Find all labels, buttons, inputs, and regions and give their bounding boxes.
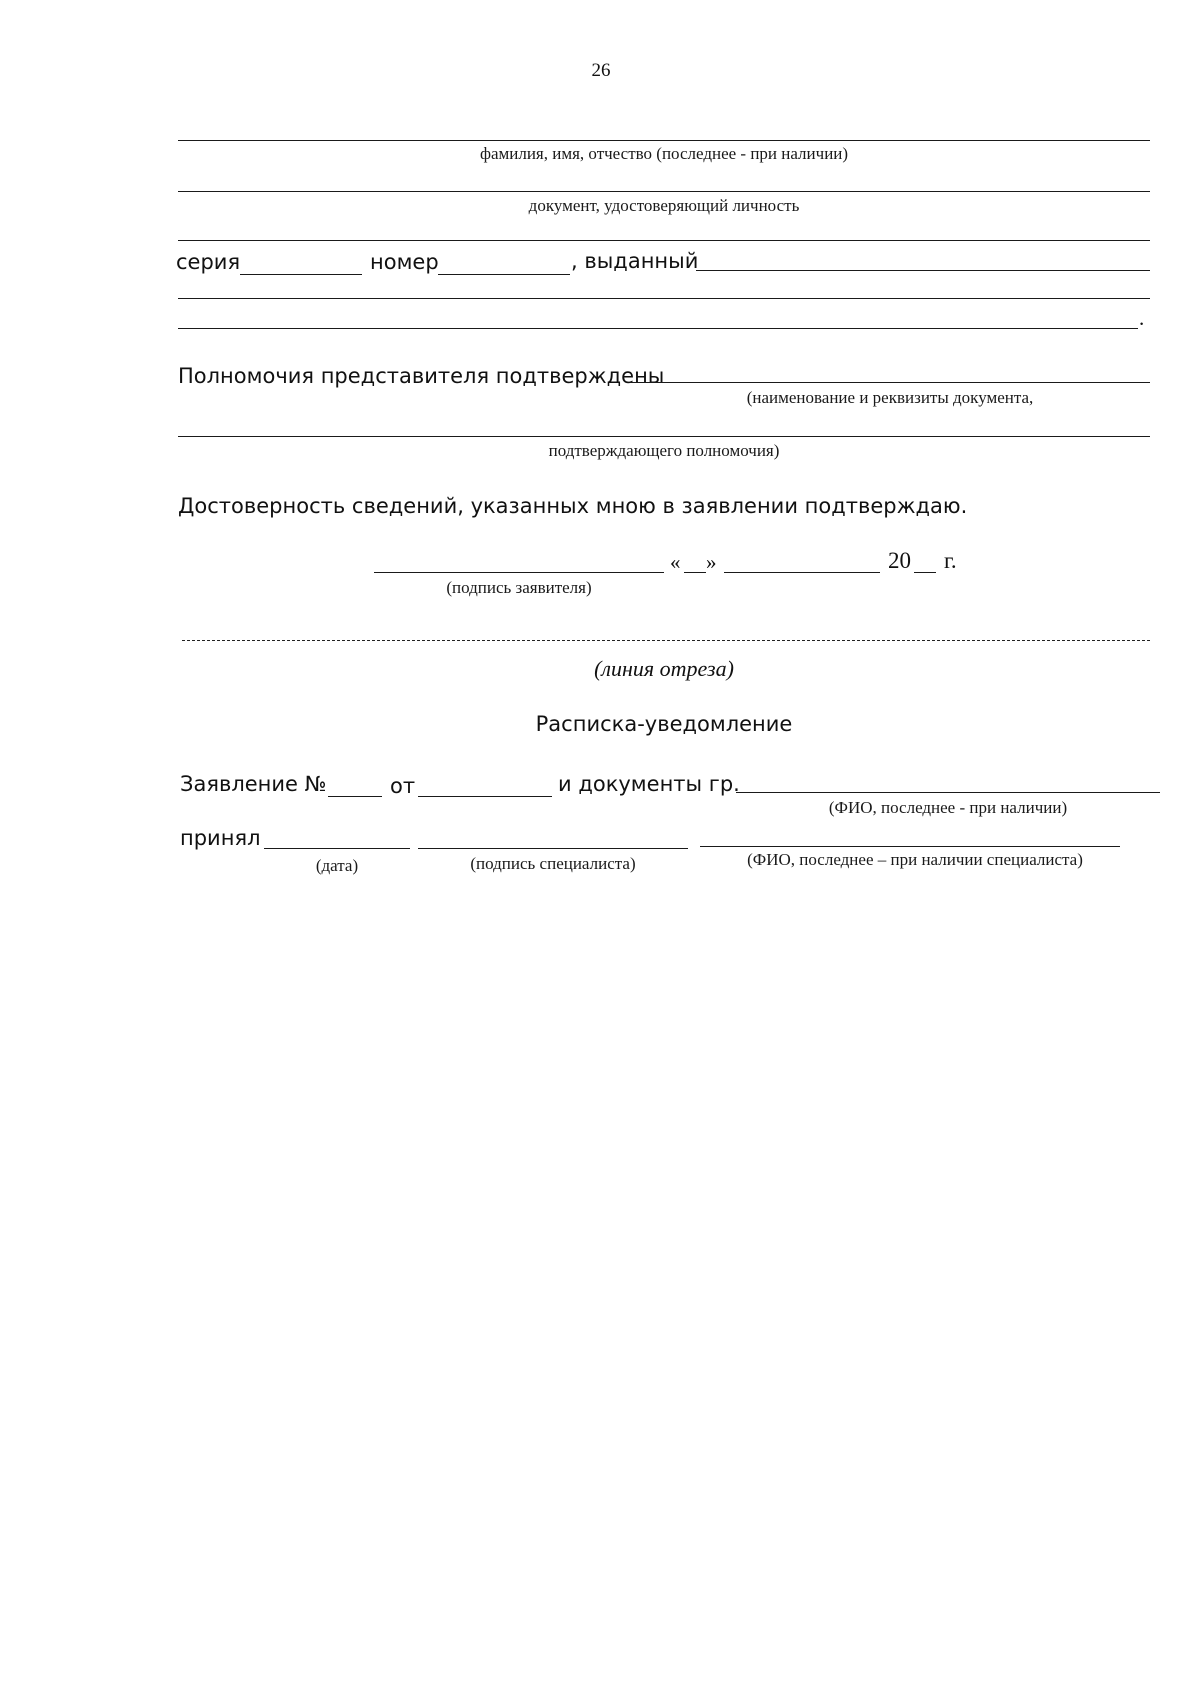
- year-prefix: 20: [888, 548, 911, 573]
- accepted-label: принял: [180, 826, 261, 850]
- application-from-label: от: [390, 774, 416, 798]
- id-document-field-line[interactable]: [178, 191, 1150, 192]
- series-label: серия: [176, 250, 241, 274]
- issued-label: , выданный: [571, 249, 699, 273]
- year-suffix: г.: [944, 548, 957, 573]
- application-date-field-line[interactable]: [418, 796, 552, 797]
- month-field-line[interactable]: [724, 572, 880, 573]
- documents-label: и документы гр.: [558, 772, 740, 796]
- applicant-signature-line[interactable]: [374, 572, 664, 573]
- confirmation-text: Достоверность сведений, указанных мною в заявлении подтверждаю.: [178, 494, 968, 518]
- cut-line: [182, 640, 1150, 641]
- number-field-line[interactable]: [438, 274, 570, 275]
- issued-field-line[interactable]: [696, 270, 1150, 271]
- specialist-fio-field-line[interactable]: [700, 846, 1120, 847]
- authority-label: Полномочия представителя подтверждены: [178, 364, 665, 388]
- accepted-date-field-line[interactable]: [264, 848, 410, 849]
- page-number: 26: [591, 60, 611, 81]
- date-close-quote: »: [706, 550, 717, 574]
- authority-doc-caption-2: подтверждающего полномочия): [548, 441, 780, 460]
- cut-line-caption: (линия отреза): [594, 656, 734, 681]
- day-field-line[interactable]: [684, 572, 706, 573]
- specialist-signature-caption: (подпись специалиста): [470, 854, 636, 873]
- fio-field-line[interactable]: [178, 140, 1150, 141]
- year-field-line[interactable]: [914, 572, 936, 573]
- receipt-title: Расписка-уведомление: [535, 712, 793, 736]
- citizen-fio-caption: (ФИО, последнее - при наличии): [828, 798, 1068, 817]
- id-document-caption: документ, удостоверяющий личность: [528, 196, 800, 215]
- applicant-signature-caption: (подпись заявителя): [446, 578, 592, 597]
- issued-extra-line-1[interactable]: [178, 298, 1150, 299]
- accepted-date-caption: (дата): [315, 856, 359, 875]
- authority-doc-caption-1: (наименование и реквизиты документа,: [746, 388, 1034, 407]
- period-mark: .: [1139, 306, 1145, 330]
- authority-field-line[interactable]: [630, 382, 1150, 383]
- series-field-line[interactable]: [240, 274, 362, 275]
- date-open-quote: «: [670, 550, 681, 574]
- application-number-label: Заявление №: [180, 772, 327, 796]
- application-number-field-line[interactable]: [328, 796, 382, 797]
- citizen-fio-field-line[interactable]: [736, 792, 1160, 793]
- number-label: номер: [370, 250, 439, 274]
- specialist-signature-field-line[interactable]: [418, 848, 688, 849]
- id-document-extra-line[interactable]: [178, 240, 1150, 241]
- specialist-fio-caption: (ФИО, последнее – при наличии специалиста): [747, 850, 1083, 869]
- fio-caption: фамилия, имя, отчество (последнее - при наличии): [479, 144, 849, 163]
- authority-extra-line[interactable]: [178, 436, 1150, 437]
- issued-extra-line-2[interactable]: [178, 328, 1138, 329]
